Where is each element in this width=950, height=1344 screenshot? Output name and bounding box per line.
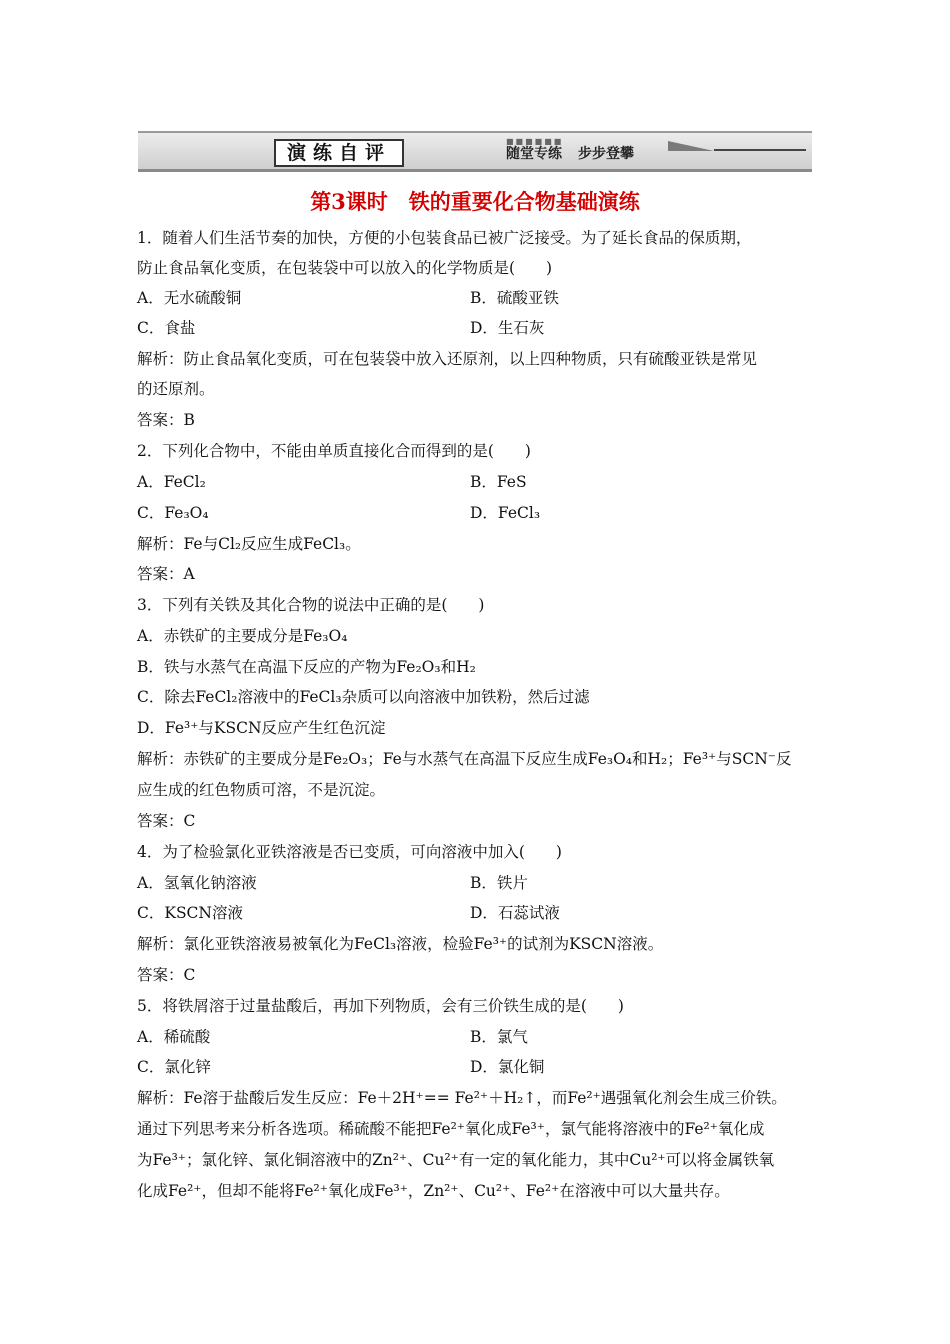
section-banner <box>138 131 812 171</box>
q4-option-b: B．铁片 <box>470 874 528 892</box>
q1-option-a: A．无水硫酸铜 <box>137 289 242 307</box>
q3-analysis-2: 应生成的红色物质可溶，不是沉淀。 <box>137 781 386 799</box>
q3-analysis-1: 解析：赤铁矿的主要成分是Fe₂O₃；Fe与水蒸气在高温下反应生成Fe₃O₄和H₂；Fe³⁺与SCN⁻反 <box>137 750 792 768</box>
q1-option-c: C．食盐 <box>137 319 196 337</box>
q1-analysis-2: 的还原剂。 <box>137 380 215 398</box>
q5-analysis-1: 解析：Fe溶于盐酸后发生反应：Fe＋2H⁺== Fe²⁺＋H₂↑，而Fe²⁺遇强氧化剂会生成三价铁。 <box>137 1089 787 1107</box>
q3-option-b: B．铁与水蒸气在高温下反应的产物为Fe₂O₃和H₂ <box>137 658 476 676</box>
q4-option-d: D．石蕊试液 <box>470 904 560 922</box>
banner-line <box>714 149 806 151</box>
q1-answer: 答案：B <box>137 411 195 429</box>
q5-analysis-2: 通过下列思考来分析各选项。稀硫酸不能把Fe²⁺氧化成Fe³⁺，氯气能将溶液中的Fe²⁺氧化成 <box>137 1120 765 1138</box>
banner-dots: ■■■■■■ <box>506 137 564 146</box>
q2-stem-1: 2．下列化合物中，不能由单质直接化合而得到的是( ) <box>137 442 531 460</box>
q3-option-a: A．赤铁矿的主要成分是Fe₃O₄ <box>137 627 348 645</box>
q1-option-b: B．硫酸亚铁 <box>470 289 559 307</box>
q1-option-d: D．生石灰 <box>470 319 545 337</box>
q3-option-c: C．除去FeCl₂溶液中的FeCl₃杂质可以向溶液中加铁粉，然后过滤 <box>137 688 590 706</box>
q5-option-a: A．稀硫酸 <box>137 1028 211 1046</box>
q2-analysis-1: 解析：Fe与Cl₂反应生成FeCl₃。 <box>137 535 361 553</box>
q2-option-c: C．Fe₃O₄ <box>137 504 209 522</box>
section-label: 演练自评 <box>274 139 404 167</box>
banner-wedge <box>668 141 714 151</box>
q4-option-a: A．氢氧化钠溶液 <box>137 874 257 892</box>
q4-stem-1: 4．为了检验氯化亚铁溶液是否已变质，可向溶液中加入( ) <box>137 843 562 861</box>
q4-option-c: C．KSCN溶液 <box>137 904 243 922</box>
q5-option-c: C．氯化锌 <box>137 1058 211 1076</box>
q5-option-b: B．氯气 <box>470 1028 528 1046</box>
q2-option-a: A．FeCl₂ <box>137 473 206 491</box>
q5-option-d: D．氯化铜 <box>470 1058 545 1076</box>
q2-option-d: D．FeCl₃ <box>470 504 541 522</box>
q5-analysis-4: 化成Fe²⁺，但却不能将Fe²⁺氧化成Fe³⁺，Zn²⁺、Cu²⁺、Fe²⁺在溶液中可以大量共存。 <box>137 1182 730 1200</box>
q1-analysis-1: 解析：防止食品氧化变质，可在包装袋中放入还原剂，以上四种物质，只有硫酸亚铁是常见 <box>137 350 758 368</box>
banner-slogan <box>506 143 650 163</box>
q5-analysis-3: 为Fe³⁺；氯化锌、氯化铜溶液中的Zn²⁺、Cu²⁺有一定的氧化能力，其中Cu²⁺可以将金属铁氧 <box>137 1151 775 1169</box>
q5-stem-1: 5．将铁屑溶于过量盐酸后，再加下列物质，会有三价铁生成的是( ) <box>137 997 624 1015</box>
q3-answer: 答案：C <box>137 812 196 830</box>
q4-answer: 答案：C <box>137 966 196 984</box>
slogan-1: 随堂专练 <box>506 146 562 162</box>
q2-option-b: B．FeS <box>470 473 527 491</box>
q3-stem-1: 3．下列有关铁及其化合物的说法中正确的是( ) <box>137 596 485 614</box>
q1-stem-1: 1．随着人们生活节奏的加快，方便的小包装食品已被广泛接受。为了延长食品的保质期， <box>137 229 752 247</box>
q4-analysis-1: 解析：氯化亚铁溶液易被氧化为FeCl₃溶液，检验Fe³⁺的试剂为KSCN溶液。 <box>137 935 664 953</box>
slogan-2: 步步登攀 <box>578 146 634 162</box>
q1-stem-2: 防止食品氧化变质，在包装袋中可以放入的化学物质是( ) <box>137 259 553 277</box>
q2-answer: 答案：A <box>137 565 195 583</box>
page-title: 第3课时 铁的重要化合物基础演练 <box>310 189 640 214</box>
q3-option-d: D．Fe³⁺与KSCN反应产生红色沉淀 <box>137 719 386 737</box>
banner-bar <box>138 131 812 172</box>
